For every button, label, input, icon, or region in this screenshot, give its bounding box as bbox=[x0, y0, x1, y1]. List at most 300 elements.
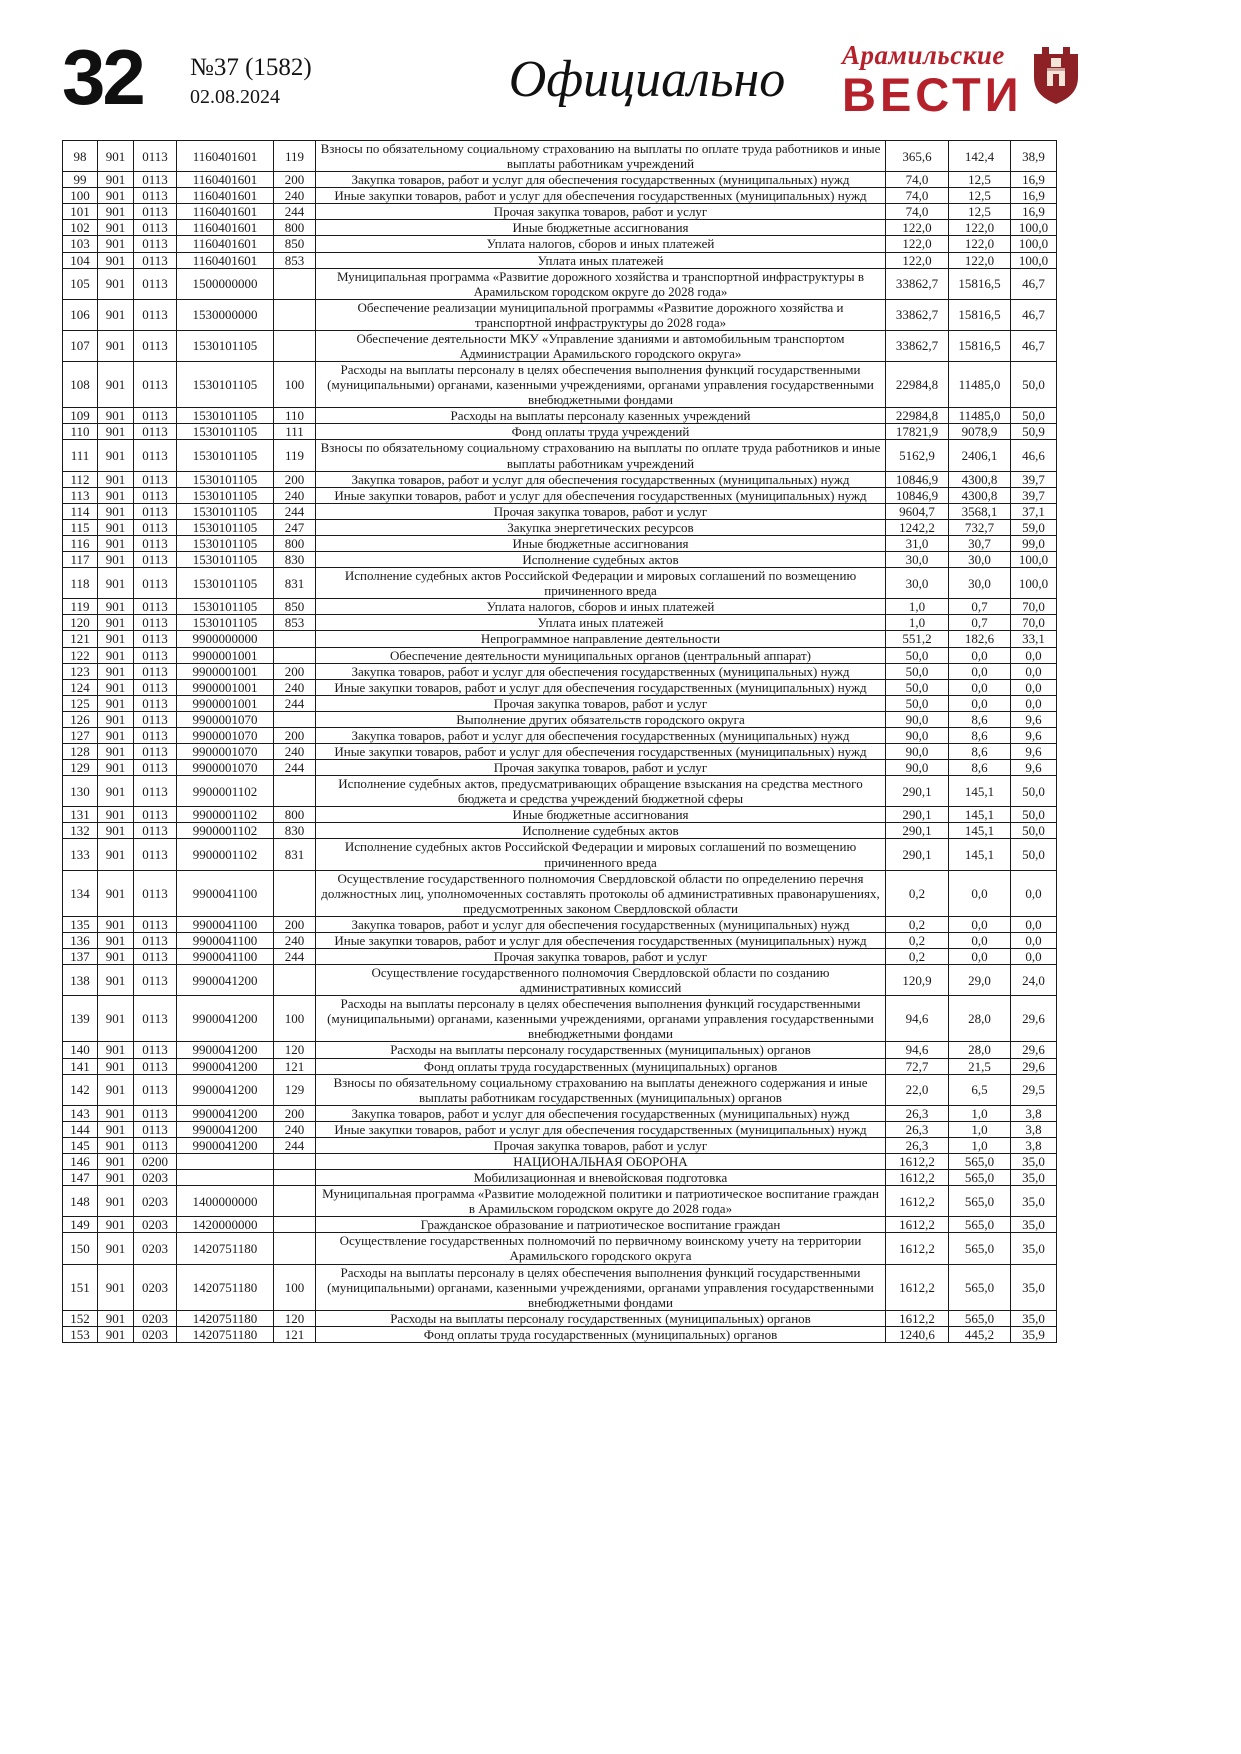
expense-type-cell: 850 bbox=[274, 236, 316, 252]
grbs-code-cell: 901 bbox=[98, 299, 134, 330]
section-code-cell: 0113 bbox=[134, 1121, 177, 1137]
grbs-code-cell: 901 bbox=[98, 471, 134, 487]
row-number-cell: 142 bbox=[63, 1074, 98, 1105]
description-cell: Иные закупки товаров, работ и услуг для обеспечения государственных (муниципальных) нужд bbox=[316, 743, 886, 759]
fact-value-cell: 565,0 bbox=[949, 1154, 1011, 1170]
percent-value-cell: 3,8 bbox=[1011, 1137, 1057, 1153]
grbs-code-cell: 901 bbox=[98, 503, 134, 519]
table-row bbox=[63, 220, 1057, 236]
expense-type-cell: 100 bbox=[274, 996, 316, 1042]
percent-value-cell: 39,7 bbox=[1011, 487, 1057, 503]
grbs-code-cell: 901 bbox=[98, 743, 134, 759]
table-row bbox=[63, 362, 1057, 408]
expense-type-cell: 200 bbox=[274, 471, 316, 487]
expense-type-cell bbox=[274, 1154, 316, 1170]
expense-type-cell: 129 bbox=[274, 1074, 316, 1105]
grbs-code-cell: 901 bbox=[98, 711, 134, 727]
grbs-code-cell: 901 bbox=[98, 519, 134, 535]
row-number-cell: 119 bbox=[63, 599, 98, 615]
target-article-cell: 9900041100 bbox=[177, 932, 274, 948]
grbs-code-cell: 901 bbox=[98, 1105, 134, 1121]
issue-block bbox=[190, 54, 312, 109]
grbs-code-cell: 901 bbox=[98, 1233, 134, 1264]
target-article-cell: 9900001070 bbox=[177, 711, 274, 727]
expense-type-cell: 240 bbox=[274, 743, 316, 759]
section-title: Официально bbox=[508, 51, 786, 108]
expense-type-cell: 240 bbox=[274, 1121, 316, 1137]
section-code-cell: 0113 bbox=[134, 839, 177, 870]
grbs-code-cell: 901 bbox=[98, 568, 134, 599]
row-number-cell: 141 bbox=[63, 1058, 98, 1074]
grbs-code-cell: 901 bbox=[98, 965, 134, 996]
budget-table bbox=[62, 140, 1057, 1343]
expense-type-cell: 100 bbox=[274, 362, 316, 408]
plan-value-cell: 0,2 bbox=[886, 870, 949, 916]
row-number-cell: 102 bbox=[63, 220, 98, 236]
brand-name-bottom: ВЕСТИ bbox=[842, 68, 1023, 121]
expense-type-cell: 853 bbox=[274, 615, 316, 631]
percent-value-cell: 46,7 bbox=[1011, 268, 1057, 299]
grbs-code-cell: 901 bbox=[98, 932, 134, 948]
plan-value-cell: 74,0 bbox=[886, 204, 949, 220]
description-cell: Обеспечение деятельности МКУ «Управление зданиями и автомобильным транспортом Администрации Арамильского городского округа» bbox=[316, 330, 886, 361]
plan-value-cell: 74,0 bbox=[886, 172, 949, 188]
percent-value-cell: 35,9 bbox=[1011, 1326, 1057, 1342]
percent-value-cell: 50,0 bbox=[1011, 776, 1057, 807]
section-code-cell: 0113 bbox=[134, 916, 177, 932]
row-number-cell: 130 bbox=[63, 776, 98, 807]
section-code-cell: 0113 bbox=[134, 172, 177, 188]
fact-value-cell: 122,0 bbox=[949, 220, 1011, 236]
percent-value-cell: 0,0 bbox=[1011, 948, 1057, 964]
description-cell: Уплата налогов, сборов и иных платежей bbox=[316, 236, 886, 252]
target-article-cell: 1530101105 bbox=[177, 552, 274, 568]
plan-value-cell: 50,0 bbox=[886, 663, 949, 679]
row-number-cell: 120 bbox=[63, 615, 98, 631]
expense-type-cell bbox=[274, 299, 316, 330]
grbs-code-cell: 901 bbox=[98, 1154, 134, 1170]
plan-value-cell: 122,0 bbox=[886, 220, 949, 236]
percent-value-cell: 29,6 bbox=[1011, 1058, 1057, 1074]
fact-value-cell: 565,0 bbox=[949, 1264, 1011, 1310]
fact-value-cell: 445,2 bbox=[949, 1326, 1011, 1342]
row-number-cell: 125 bbox=[63, 695, 98, 711]
table-row bbox=[63, 965, 1057, 996]
target-article-cell: 9900000000 bbox=[177, 631, 274, 647]
table-row bbox=[63, 996, 1057, 1042]
table-row bbox=[63, 471, 1057, 487]
table-row bbox=[63, 252, 1057, 268]
fact-value-cell: 145,1 bbox=[949, 823, 1011, 839]
section-code-cell: 0113 bbox=[134, 760, 177, 776]
fact-value-cell: 1,0 bbox=[949, 1105, 1011, 1121]
row-number-cell: 145 bbox=[63, 1137, 98, 1153]
fact-value-cell: 28,0 bbox=[949, 996, 1011, 1042]
table-row bbox=[63, 1154, 1057, 1170]
budget-table-body bbox=[63, 141, 1057, 1343]
target-article-cell: 1420751180 bbox=[177, 1264, 274, 1310]
section-code-cell: 0113 bbox=[134, 424, 177, 440]
grbs-code-cell: 901 bbox=[98, 615, 134, 631]
percent-value-cell: 46,6 bbox=[1011, 440, 1057, 471]
section-code-cell: 0113 bbox=[134, 188, 177, 204]
expense-type-cell: 244 bbox=[274, 948, 316, 964]
grbs-code-cell: 901 bbox=[98, 487, 134, 503]
grbs-code-cell: 901 bbox=[98, 647, 134, 663]
table-row bbox=[63, 408, 1057, 424]
description-cell: Фонд оплаты труда учреждений bbox=[316, 424, 886, 440]
fact-value-cell: 30,0 bbox=[949, 552, 1011, 568]
percent-value-cell: 37,1 bbox=[1011, 503, 1057, 519]
percent-value-cell: 70,0 bbox=[1011, 615, 1057, 631]
description-cell: Закупка энергетических ресурсов bbox=[316, 519, 886, 535]
description-cell: Обеспечение реализации муниципальной программы «Развитие дорожного хозяйства и транспортной инфраструктуры до 2028 года» bbox=[316, 299, 886, 330]
description-cell: Прочая закупка товаров, работ и услуг bbox=[316, 948, 886, 964]
percent-value-cell: 50,0 bbox=[1011, 408, 1057, 424]
section-code-cell: 0113 bbox=[134, 299, 177, 330]
grbs-code-cell: 901 bbox=[98, 1310, 134, 1326]
description-cell: Иные бюджетные ассигнования bbox=[316, 220, 886, 236]
grbs-code-cell: 901 bbox=[98, 330, 134, 361]
grbs-code-cell: 901 bbox=[98, 1137, 134, 1153]
row-number-cell: 109 bbox=[63, 408, 98, 424]
target-article-cell: 1160401601 bbox=[177, 204, 274, 220]
fact-value-cell: 15816,5 bbox=[949, 299, 1011, 330]
target-article-cell: 9900041200 bbox=[177, 1105, 274, 1121]
description-cell: Расходы на выплаты персоналу казенных учреждений bbox=[316, 408, 886, 424]
grbs-code-cell: 901 bbox=[98, 1042, 134, 1058]
target-article-cell: 1530101105 bbox=[177, 568, 274, 599]
grbs-code-cell: 901 bbox=[98, 679, 134, 695]
section-code-cell: 0203 bbox=[134, 1310, 177, 1326]
row-number-cell: 138 bbox=[63, 965, 98, 996]
plan-value-cell: 120,9 bbox=[886, 965, 949, 996]
fact-value-cell: 1,0 bbox=[949, 1121, 1011, 1137]
expense-type-cell: 240 bbox=[274, 679, 316, 695]
row-number-cell: 111 bbox=[63, 440, 98, 471]
section-code-cell: 0113 bbox=[134, 362, 177, 408]
section-code-cell: 0113 bbox=[134, 141, 177, 172]
section-code-cell: 0113 bbox=[134, 807, 177, 823]
percent-value-cell: 33,1 bbox=[1011, 631, 1057, 647]
expense-type-cell: 120 bbox=[274, 1310, 316, 1326]
target-article-cell: 9900041100 bbox=[177, 948, 274, 964]
expense-type-cell: 240 bbox=[274, 932, 316, 948]
fact-value-cell: 0,7 bbox=[949, 599, 1011, 615]
row-number-cell: 143 bbox=[63, 1105, 98, 1121]
description-cell: Исполнение судебных актов bbox=[316, 552, 886, 568]
grbs-code-cell: 901 bbox=[98, 362, 134, 408]
plan-value-cell: 290,1 bbox=[886, 823, 949, 839]
fact-value-cell: 11485,0 bbox=[949, 408, 1011, 424]
target-article-cell: 9900001001 bbox=[177, 647, 274, 663]
newspaper-brand bbox=[842, 40, 1142, 121]
plan-value-cell: 22984,8 bbox=[886, 362, 949, 408]
row-number-cell: 105 bbox=[63, 268, 98, 299]
plan-value-cell: 1,0 bbox=[886, 615, 949, 631]
fact-value-cell: 4300,8 bbox=[949, 487, 1011, 503]
expense-type-cell: 200 bbox=[274, 916, 316, 932]
target-article-cell: 1530101105 bbox=[177, 519, 274, 535]
expense-type-cell bbox=[274, 1233, 316, 1264]
fact-value-cell: 0,0 bbox=[949, 695, 1011, 711]
row-number-cell: 150 bbox=[63, 1233, 98, 1264]
table-row bbox=[63, 330, 1057, 361]
table-row bbox=[63, 172, 1057, 188]
table-row bbox=[63, 141, 1057, 172]
percent-value-cell: 9,6 bbox=[1011, 760, 1057, 776]
table-row bbox=[63, 440, 1057, 471]
plan-value-cell: 90,0 bbox=[886, 727, 949, 743]
percent-value-cell: 99,0 bbox=[1011, 535, 1057, 551]
issue-number: №37 (1582) bbox=[190, 54, 312, 81]
expense-type-cell: 121 bbox=[274, 1326, 316, 1342]
percent-value-cell: 38,9 bbox=[1011, 141, 1057, 172]
percent-value-cell: 0,0 bbox=[1011, 932, 1057, 948]
row-number-cell: 121 bbox=[63, 631, 98, 647]
description-cell: Непрограммное направление деятельности bbox=[316, 631, 886, 647]
expense-type-cell bbox=[274, 1217, 316, 1233]
expense-type-cell: 244 bbox=[274, 1137, 316, 1153]
expense-type-cell: 830 bbox=[274, 823, 316, 839]
percent-value-cell: 29,6 bbox=[1011, 1042, 1057, 1058]
percent-value-cell: 16,9 bbox=[1011, 204, 1057, 220]
expense-type-cell: 800 bbox=[274, 807, 316, 823]
plan-value-cell: 1612,2 bbox=[886, 1233, 949, 1264]
description-cell: Расходы на выплаты персоналу в целях обеспечения выполнения функций государственными (муниципальными) органами, казенными учреждениями, органами управления государственными внебюджетными фондами bbox=[316, 1264, 886, 1310]
table-row bbox=[63, 839, 1057, 870]
fact-value-cell: 565,0 bbox=[949, 1186, 1011, 1217]
grbs-code-cell: 901 bbox=[98, 204, 134, 220]
fact-value-cell: 0,0 bbox=[949, 647, 1011, 663]
percent-value-cell: 0,0 bbox=[1011, 663, 1057, 679]
fact-value-cell: 145,1 bbox=[949, 807, 1011, 823]
fact-value-cell: 0,0 bbox=[949, 916, 1011, 932]
table-row bbox=[63, 932, 1057, 948]
section-code-cell: 0113 bbox=[134, 471, 177, 487]
grbs-code-cell: 901 bbox=[98, 141, 134, 172]
plan-value-cell: 0,2 bbox=[886, 948, 949, 964]
target-article-cell: 9900041200 bbox=[177, 1058, 274, 1074]
grbs-code-cell: 901 bbox=[98, 1186, 134, 1217]
description-cell: Иные бюджетные ассигнования bbox=[316, 807, 886, 823]
description-cell: Иные закупки товаров, работ и услуг для обеспечения государственных (муниципальных) нужд bbox=[316, 1121, 886, 1137]
percent-value-cell: 0,0 bbox=[1011, 679, 1057, 695]
grbs-code-cell: 901 bbox=[98, 760, 134, 776]
fact-value-cell: 565,0 bbox=[949, 1310, 1011, 1326]
grbs-code-cell: 901 bbox=[98, 599, 134, 615]
grbs-code-cell: 901 bbox=[98, 663, 134, 679]
fact-value-cell: 0,0 bbox=[949, 663, 1011, 679]
percent-value-cell: 0,0 bbox=[1011, 647, 1057, 663]
plan-value-cell: 33862,7 bbox=[886, 330, 949, 361]
target-article-cell: 1530101105 bbox=[177, 424, 274, 440]
row-number-cell: 149 bbox=[63, 1217, 98, 1233]
grbs-code-cell: 901 bbox=[98, 535, 134, 551]
expense-type-cell: 830 bbox=[274, 552, 316, 568]
percent-value-cell: 3,8 bbox=[1011, 1121, 1057, 1137]
fact-value-cell: 9078,9 bbox=[949, 424, 1011, 440]
row-number-cell: 124 bbox=[63, 679, 98, 695]
fact-value-cell: 29,0 bbox=[949, 965, 1011, 996]
expense-type-cell: 244 bbox=[274, 695, 316, 711]
target-article-cell: 1160401601 bbox=[177, 252, 274, 268]
percent-value-cell: 100,0 bbox=[1011, 220, 1057, 236]
row-number-cell: 136 bbox=[63, 932, 98, 948]
target-article-cell: 1420751180 bbox=[177, 1326, 274, 1342]
budget-table-container bbox=[62, 140, 1056, 1343]
section-code-cell: 0113 bbox=[134, 647, 177, 663]
section-code-cell: 0113 bbox=[134, 236, 177, 252]
description-cell: Исполнение судебных актов Российской Федерации и мировых соглашений по возмещению причиненного вреда bbox=[316, 839, 886, 870]
table-row bbox=[63, 1264, 1057, 1310]
grbs-code-cell: 901 bbox=[98, 839, 134, 870]
plan-value-cell: 72,7 bbox=[886, 1058, 949, 1074]
row-number-cell: 98 bbox=[63, 141, 98, 172]
row-number-cell: 134 bbox=[63, 870, 98, 916]
brand-name-top: Арамильские bbox=[842, 40, 1005, 70]
percent-value-cell: 9,6 bbox=[1011, 743, 1057, 759]
row-number-cell: 118 bbox=[63, 568, 98, 599]
section-code-cell: 0113 bbox=[134, 519, 177, 535]
expense-type-cell bbox=[274, 631, 316, 647]
row-number-cell: 139 bbox=[63, 996, 98, 1042]
plan-value-cell: 1242,2 bbox=[886, 519, 949, 535]
plan-value-cell: 31,0 bbox=[886, 535, 949, 551]
fact-value-cell: 15816,5 bbox=[949, 268, 1011, 299]
table-row bbox=[63, 727, 1057, 743]
percent-value-cell: 24,0 bbox=[1011, 965, 1057, 996]
plan-value-cell: 1612,2 bbox=[886, 1217, 949, 1233]
target-article-cell: 9900041200 bbox=[177, 1121, 274, 1137]
description-cell: Расходы на выплаты персоналу государственных (муниципальных) органов bbox=[316, 1310, 886, 1326]
grbs-code-cell: 901 bbox=[98, 220, 134, 236]
section-code-cell: 0203 bbox=[134, 1186, 177, 1217]
section-code-cell: 0113 bbox=[134, 932, 177, 948]
description-cell: Обеспечение деятельности муниципальных органов (центральный аппарат) bbox=[316, 647, 886, 663]
description-cell: Иные закупки товаров, работ и услуг для обеспечения государственных (муниципальных) нужд bbox=[316, 487, 886, 503]
coat-of-arms-icon bbox=[1031, 44, 1081, 111]
row-number-cell: 131 bbox=[63, 807, 98, 823]
fact-value-cell: 0,0 bbox=[949, 870, 1011, 916]
row-number-cell: 108 bbox=[63, 362, 98, 408]
table-row bbox=[63, 1170, 1057, 1186]
row-number-cell: 115 bbox=[63, 519, 98, 535]
target-article-cell: 1420000000 bbox=[177, 1217, 274, 1233]
row-number-cell: 99 bbox=[63, 172, 98, 188]
percent-value-cell: 9,6 bbox=[1011, 711, 1057, 727]
row-number-cell: 135 bbox=[63, 916, 98, 932]
fact-value-cell: 145,1 bbox=[949, 839, 1011, 870]
section-code-cell: 0113 bbox=[134, 252, 177, 268]
target-article-cell: 9900041200 bbox=[177, 1137, 274, 1153]
table-row bbox=[63, 760, 1057, 776]
fact-value-cell: 565,0 bbox=[949, 1217, 1011, 1233]
plan-value-cell: 26,3 bbox=[886, 1137, 949, 1153]
table-row bbox=[63, 776, 1057, 807]
fact-value-cell: 565,0 bbox=[949, 1170, 1011, 1186]
grbs-code-cell: 901 bbox=[98, 1058, 134, 1074]
description-cell: Прочая закупка товаров, работ и услуг bbox=[316, 760, 886, 776]
percent-value-cell: 50,0 bbox=[1011, 807, 1057, 823]
fact-value-cell: 0,0 bbox=[949, 948, 1011, 964]
row-number-cell: 128 bbox=[63, 743, 98, 759]
description-cell: Прочая закупка товаров, работ и услуг bbox=[316, 204, 886, 220]
grbs-code-cell: 901 bbox=[98, 236, 134, 252]
section-code-cell: 0113 bbox=[134, 631, 177, 647]
row-number-cell: 126 bbox=[63, 711, 98, 727]
row-number-cell: 144 bbox=[63, 1121, 98, 1137]
brand-text bbox=[842, 40, 1023, 121]
section-code-cell: 0113 bbox=[134, 1058, 177, 1074]
table-row bbox=[63, 1105, 1057, 1121]
fact-value-cell: 182,6 bbox=[949, 631, 1011, 647]
section-code-cell: 0203 bbox=[134, 1233, 177, 1264]
grbs-code-cell: 901 bbox=[98, 408, 134, 424]
percent-value-cell: 3,8 bbox=[1011, 1105, 1057, 1121]
fact-value-cell: 732,7 bbox=[949, 519, 1011, 535]
percent-value-cell: 100,0 bbox=[1011, 236, 1057, 252]
section-code-cell: 0113 bbox=[134, 823, 177, 839]
target-article-cell: 9900001102 bbox=[177, 839, 274, 870]
table-row bbox=[63, 1058, 1057, 1074]
fact-value-cell: 8,6 bbox=[949, 743, 1011, 759]
fact-value-cell: 3568,1 bbox=[949, 503, 1011, 519]
row-number-cell: 151 bbox=[63, 1264, 98, 1310]
expense-type-cell bbox=[274, 870, 316, 916]
description-cell: Прочая закупка товаров, работ и услуг bbox=[316, 1137, 886, 1153]
row-number-cell: 147 bbox=[63, 1170, 98, 1186]
section-code-cell: 0113 bbox=[134, 568, 177, 599]
plan-value-cell: 290,1 bbox=[886, 776, 949, 807]
table-row bbox=[63, 503, 1057, 519]
description-cell: Муниципальная программа «Развитие дорожного хозяйства и транспортной инфраструктуры в Арамильском городском округе до 2028 года» bbox=[316, 268, 886, 299]
target-article-cell: 1530101105 bbox=[177, 487, 274, 503]
plan-value-cell: 50,0 bbox=[886, 647, 949, 663]
table-row bbox=[63, 663, 1057, 679]
plan-value-cell: 33862,7 bbox=[886, 268, 949, 299]
table-row bbox=[63, 204, 1057, 220]
row-number-cell: 104 bbox=[63, 252, 98, 268]
section-code-cell: 0113 bbox=[134, 204, 177, 220]
table-row bbox=[63, 268, 1057, 299]
row-number-cell: 123 bbox=[63, 663, 98, 679]
section-code-cell: 0113 bbox=[134, 663, 177, 679]
section-code-cell: 0113 bbox=[134, 440, 177, 471]
target-article-cell: 9900001070 bbox=[177, 727, 274, 743]
description-cell: Закупка товаров, работ и услуг для обеспечения государственных (муниципальных) нужд bbox=[316, 471, 886, 487]
section-code-cell: 0113 bbox=[134, 776, 177, 807]
target-article-cell: 1160401601 bbox=[177, 188, 274, 204]
target-article-cell: 1530101105 bbox=[177, 535, 274, 551]
expense-type-cell: 121 bbox=[274, 1058, 316, 1074]
target-article-cell: 9900041200 bbox=[177, 996, 274, 1042]
expense-type-cell: 244 bbox=[274, 204, 316, 220]
fact-value-cell: 12,5 bbox=[949, 172, 1011, 188]
section-code-cell: 0203 bbox=[134, 1170, 177, 1186]
plan-value-cell: 50,0 bbox=[886, 679, 949, 695]
fact-value-cell: 12,5 bbox=[949, 188, 1011, 204]
section-code-cell: 0113 bbox=[134, 695, 177, 711]
table-row bbox=[63, 1233, 1057, 1264]
description-cell: Расходы на выплаты персоналу в целях обеспечения выполнения функций государственными (муниципальными) органами, казенными учреждениями, органами управления государственными внебюджетными фондами bbox=[316, 362, 886, 408]
description-cell: Иные закупки товаров, работ и услуг для обеспечения государственных (муниципальных) нужд bbox=[316, 679, 886, 695]
section-code-cell: 0113 bbox=[134, 268, 177, 299]
plan-value-cell: 26,3 bbox=[886, 1121, 949, 1137]
target-article-cell: 9900001001 bbox=[177, 695, 274, 711]
description-cell: Расходы на выплаты персоналу государственных (муниципальных) органов bbox=[316, 1042, 886, 1058]
percent-value-cell: 70,0 bbox=[1011, 599, 1057, 615]
